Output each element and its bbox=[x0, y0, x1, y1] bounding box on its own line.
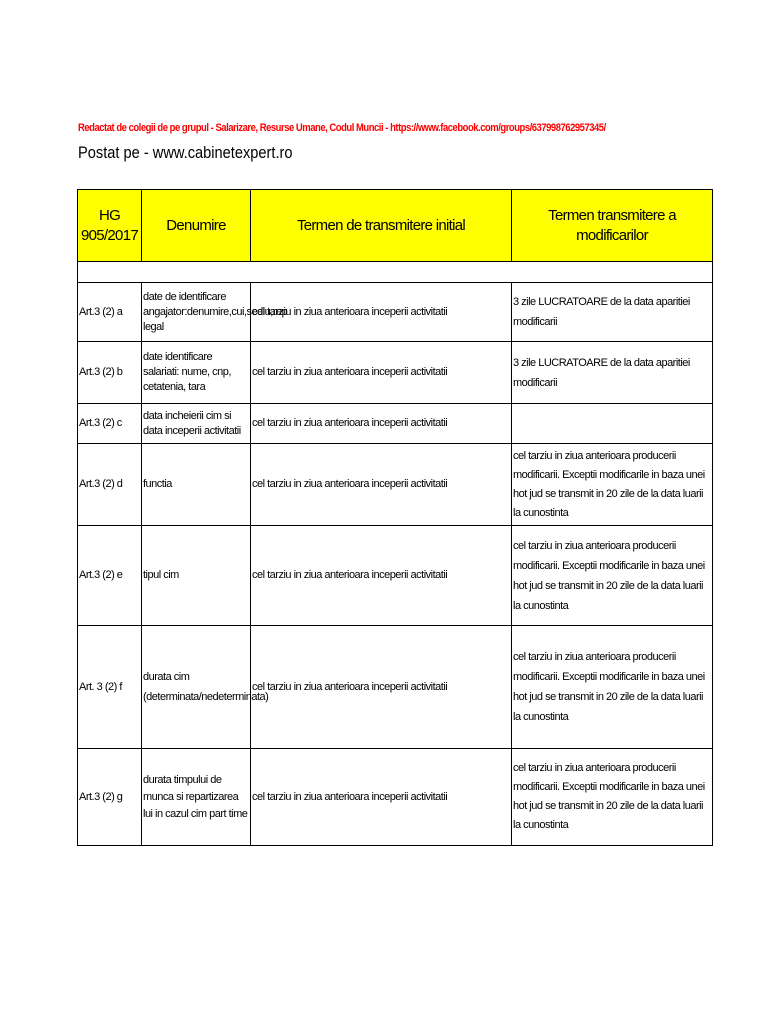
column-header-termen-initial: Termen de transmitere initial bbox=[251, 190, 512, 262]
modificari-cell bbox=[512, 404, 713, 444]
empty-row bbox=[78, 262, 713, 283]
table-row bbox=[78, 404, 713, 444]
modificari-cell: 3 zile LUCRATOARE de la data aparitiei modificarii bbox=[512, 283, 713, 342]
empty-cell bbox=[78, 262, 713, 283]
posted-on-text: Postat pe - www.cabinetexpert.ro bbox=[78, 143, 293, 162]
art-cell: Art.3 (2) b bbox=[78, 342, 142, 404]
table-row bbox=[78, 626, 713, 749]
deadlines-table bbox=[77, 189, 713, 846]
art-cell: Art.3 (2) g bbox=[78, 749, 142, 846]
table-row bbox=[78, 283, 713, 342]
table-header-row bbox=[78, 190, 713, 262]
art-cell: Art.3 (2) d bbox=[78, 444, 142, 526]
denumire-cell: date identificare salariati: nume, cnp, cetatenia, tara bbox=[142, 342, 251, 404]
column-header-denumire: Denumire bbox=[142, 190, 251, 262]
column-header-hg: HG 905/2017 bbox=[78, 190, 142, 262]
art-cell: Art.3 (2) e bbox=[78, 526, 142, 626]
denumire-cell: durata timpului de munca si repartizarea lui in cazul cim part time bbox=[142, 749, 251, 846]
art-cell: Art.3 (2) a bbox=[78, 283, 142, 342]
art-cell: Art. 3 (2) f bbox=[78, 626, 142, 749]
denumire-cell: date de identificare angajator:denumire,cui,sediu,rep legal bbox=[142, 283, 251, 342]
group-note: Redactat de colegii de pe grupul - Salarizare, Resurse Umane, Codul Muncii - https://www.facebook.com/groups/637998762957345/ bbox=[78, 122, 606, 134]
column-header-termen-modificari: Termen transmitere a modificarilor bbox=[512, 190, 713, 262]
initial-cell: cel tarziu in ziua anterioara inceperii activitatii bbox=[251, 444, 512, 526]
table-row bbox=[78, 342, 713, 404]
initial-cell: cel tarziu in ziua anterioara inceperii activitatii bbox=[251, 404, 512, 444]
initial-cell: cel tarziu in ziua anterioara inceperii activitatii bbox=[251, 342, 512, 404]
initial-cell: cel tarziu in ziua anterioara inceperii activitatii bbox=[251, 626, 512, 749]
denumire-cell: durata cim (determinata/nedeterminata) bbox=[142, 626, 251, 749]
modificari-cell: cel tarziu in ziua anterioara producerii modificarii. Exceptii modificarile in baza unei hot jud se transmit in 20 zile de la data luarii la cunostinta bbox=[512, 526, 713, 626]
modificari-cell: cel tarziu in ziua anterioara producerii modificarii. Exceptii modificarile in baza unei hot jud se transmit in 20 zile de la data luarii la cunostinta bbox=[512, 626, 713, 749]
table-row bbox=[78, 749, 713, 846]
modificari-cell: cel tarziu in ziua anterioara producerii modificarii. Exceptii modificarile in baza unei hot jud se transmit in 20 zile de la data luarii la cunostinta bbox=[512, 444, 713, 526]
denumire-cell: functia bbox=[142, 444, 251, 526]
initial-cell: cel tarziu in ziua anterioara inceperii activitatii bbox=[251, 283, 512, 342]
modificari-cell: 3 zile LUCRATOARE de la data aparitiei modificarii bbox=[512, 342, 713, 404]
art-cell: Art.3 (2) c bbox=[78, 404, 142, 444]
initial-cell: cel tarziu in ziua anterioara inceperii activitatii bbox=[251, 526, 512, 626]
table-row bbox=[78, 444, 713, 526]
modificari-cell: cel tarziu in ziua anterioara producerii modificarii. Exceptii modificarile in baza unei hot jud se transmit in 20 zile de la data luarii la cunostinta bbox=[512, 749, 713, 846]
table-row bbox=[78, 526, 713, 626]
denumire-cell: tipul cim bbox=[142, 526, 251, 626]
initial-cell: cel tarziu in ziua anterioara inceperii activitatii bbox=[251, 749, 512, 846]
denumire-cell: data incheierii cim si data inceperii activitatii bbox=[142, 404, 251, 444]
